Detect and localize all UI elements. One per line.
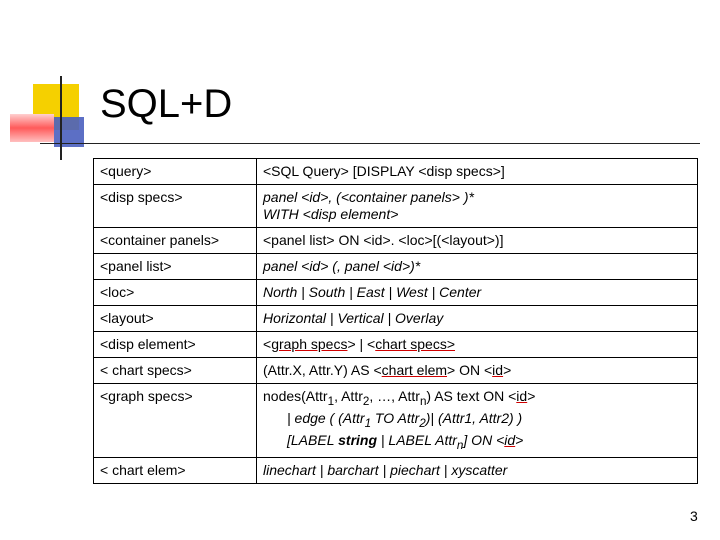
chart-specs-link: chart specs>	[375, 336, 456, 352]
rule-lhs: <loc>	[94, 280, 257, 306]
table-row	[94, 254, 698, 280]
table-row	[94, 458, 698, 484]
rule-lhs: <graph specs>	[94, 384, 257, 458]
rule-lhs: <panel list>	[94, 254, 257, 280]
rule-lhs: < chart elem>	[94, 458, 257, 484]
rule-rhs: panel <id>, (<container panels> )* WITH <disp element>	[257, 185, 698, 228]
table-row	[94, 228, 698, 254]
rule-lhs: <layout>	[94, 306, 257, 332]
table-row	[94, 358, 698, 384]
rule-lhs: <query>	[94, 159, 257, 185]
table-row	[94, 332, 698, 358]
rule-rhs: nodes(Attr$_1$, Attr$_2$, …, Attr$_n$) AS text ON <id> | edge ( (Attr$_1$ TO Attr$_2$)| (Attr1, Attr2) ) [LABEL string | LABEL Attr$_n$] ON <id>	[257, 384, 698, 458]
rule-rhs: panel <id> (, panel <id>)*	[257, 254, 698, 280]
rule-rhs: linechart | barchart | piechart | xyscatter	[257, 458, 698, 484]
rule-lhs: <disp element>	[94, 332, 257, 358]
title-underline	[40, 143, 700, 144]
table-row	[94, 384, 698, 458]
grammar-table	[93, 158, 698, 484]
rule-lhs: <container panels>	[94, 228, 257, 254]
id-link: id	[492, 362, 504, 378]
rule-rhs: Horizontal | Vertical | Overlay	[257, 306, 698, 332]
page-number: 3	[690, 508, 698, 524]
rule-rhs: <panel list> ON <id>. <loc>[(<layout>)]	[257, 228, 698, 254]
rule-lhs: <disp specs>	[94, 185, 257, 228]
table-row	[94, 280, 698, 306]
rule-lhs: < chart specs>	[94, 358, 257, 384]
table-row	[94, 159, 698, 185]
slide-title: SQL+D	[100, 82, 233, 126]
rule-rhs: (Attr.X, Attr.Y) AS <chart elem> ON <id>	[257, 358, 698, 384]
graph-specs-link: graph specs	[271, 336, 348, 352]
decor-red-bar	[10, 114, 54, 142]
decor-vertical-line	[60, 76, 62, 160]
rule-rhs: <graph specs> | <chart specs>	[257, 332, 698, 358]
table-row	[94, 185, 698, 228]
rule-rhs: <SQL Query> [DISPLAY <disp specs>]	[257, 159, 698, 185]
table-row	[94, 306, 698, 332]
rule-rhs: North | South | East | West | Center	[257, 280, 698, 306]
chart-elem-link: chart elem	[381, 362, 448, 378]
